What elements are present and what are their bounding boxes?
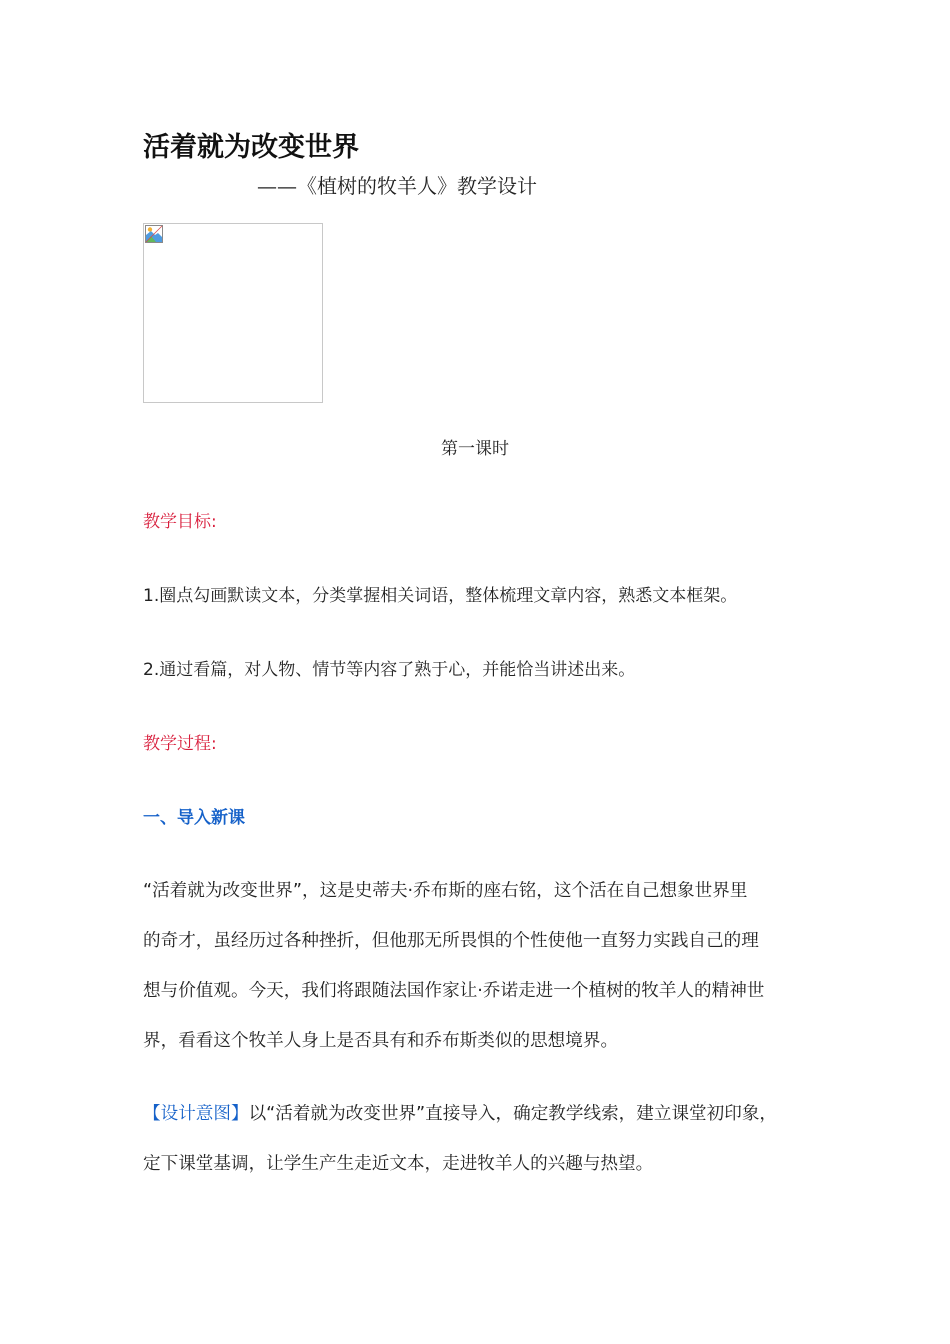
design-intent-paragraph	[143, 1089, 823, 1189]
section-one-heading: 一、导入新课	[143, 808, 245, 828]
image-placeholder	[143, 223, 323, 403]
lesson-label: 第一课时	[441, 439, 509, 459]
process-heading: 教学过程:	[143, 734, 217, 754]
intro-line: 想与价值观。今天，我们将跟随法国作家让·乔诺走进一个植树的牧羊人的精神世	[143, 981, 765, 1001]
design-intent-tag: 【设计意图】	[143, 1104, 249, 1124]
broken-image-icon	[145, 225, 163, 243]
design-line: 定下课堂基调，让学生产生走近文本，走进牧羊人的兴趣与热望。	[143, 1154, 654, 1174]
intro-line: “活着就为改变世界”，这是史蒂夫·乔布斯的座右铭，这个活在自己想象世界里	[143, 881, 748, 901]
intro-paragraph	[143, 866, 823, 1066]
design-line	[143, 1089, 823, 1139]
goals-heading: 教学目标:	[143, 512, 217, 532]
document-subtitle: ——《植树的牧羊人》教学设计	[257, 174, 537, 198]
intro-line: 的奇才，虽经历过各种挫折，但他那无所畏惧的个性使他一直努力实践自己的理	[143, 931, 759, 951]
design-line-text: 以“活着就为改变世界”直接导入，确定教学线索，建立课堂初印象，	[248, 1104, 778, 1124]
intro-line: 界，看看这个牧羊人身上是否具有和乔布斯类似的思想境界。	[143, 1031, 619, 1051]
goal-item-2: 2.通过看篇，对人物、情节等内容了熟于心，并能恰当讲述出来。	[143, 660, 636, 680]
document-title: 活着就为改变世界	[143, 132, 359, 163]
goal-item-1: 1.圈点勾画默读文本，分类掌握相关词语，整体梳理文章内容，熟悉文本框架。	[143, 586, 738, 606]
